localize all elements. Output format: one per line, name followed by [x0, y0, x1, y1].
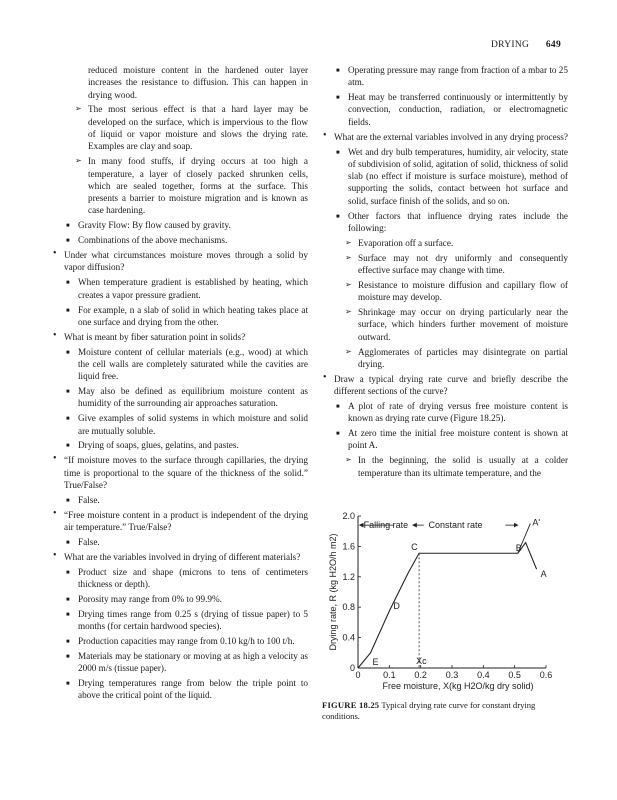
- paragraph-text: Resistance to moisture diffusion and capillary flow of moisture may develop.: [358, 279, 568, 303]
- point-label-a-prime: A': [532, 517, 541, 528]
- paragraph-text: When temperature gradient is established by heating, which creates a vapor pressure gradient.: [78, 277, 308, 300]
- paragraph-text: Under what circumstances moisture moves through a solid by vapor diffusion?: [64, 250, 308, 273]
- paragraph-text: Production capacities may range from 0.10 kg/h to 100 t/h.: [78, 635, 295, 646]
- left-column-paragraph: [52, 412, 308, 437]
- left-column-paragraph: [52, 234, 308, 246]
- paragraph-text: Heat may be transferred continuously or intermittently by convection, conduction, radiation, or electromagnetic fields.: [348, 92, 568, 127]
- paragraph-text: Give examples of solid systems in which moisture and solid are mutually soluble.: [78, 413, 308, 436]
- paragraph-text: May also be defined as equilibrium moisture content as humidity of the surrounding air approaches saturation.: [78, 386, 308, 409]
- paragraph-text: In many food stuffs, if drying occurs at too high a temperature, a layer of closely packed shrunken cells, which are sealed together, forms at the surface. This presents a barrier to moisture migration and is known as case hardening.: [88, 156, 308, 216]
- square-bullet-icon: ■: [336, 403, 340, 410]
- paragraph-text: Gravity Flow: By flow caused by gravity.: [78, 220, 231, 231]
- paragraph-text: The most serious effect is that a hard layer may be developed on the surface, which is impervious to the flow of liquid or vapor moisture and slows the drying rate. Examples are clay and soap.: [88, 104, 308, 152]
- square-bullet-icon: ■: [66, 223, 70, 230]
- y-tick-label: 2.0: [342, 511, 355, 521]
- bullet-icon: •: [323, 371, 327, 383]
- square-bullet-icon: ■: [66, 238, 70, 245]
- square-bullet-icon: ■: [66, 416, 70, 423]
- arrow-bullet-icon: ➢: [345, 307, 352, 317]
- figure-caption: [322, 700, 568, 722]
- paragraph-text: Porosity may range from 0% to 99.9%.: [78, 593, 222, 604]
- left-column-paragraph: [52, 494, 308, 506]
- x-tick-label: 0.6: [539, 670, 553, 680]
- section-title: DRYING: [490, 40, 530, 50]
- point-label-d: D: [393, 601, 400, 611]
- left-column-paragraph: [52, 551, 308, 563]
- y-tick-label: 0.4: [342, 632, 355, 643]
- square-bullet-icon: ■: [66, 349, 70, 356]
- point-label-e: E: [372, 657, 379, 667]
- bullet-icon: •: [53, 453, 57, 465]
- left-column-paragraph: [52, 439, 308, 451]
- paragraph-text: “Free moisture content in a product is independent of the drying air temperature.” True/False?: [64, 509, 308, 532]
- figure-label: FIGURE 18.25: [322, 700, 380, 710]
- left-column-paragraph: [52, 276, 308, 301]
- left-column-paragraph: [52, 103, 308, 152]
- paragraph-text: reduced moisture content in the hardened outer layer increases the resistance to diffusion. This can happen in drying wood.: [88, 65, 308, 100]
- running-header: [491, 40, 561, 50]
- y-tick-label: 0.8: [342, 602, 355, 613]
- square-bullet-icon: ■: [66, 681, 70, 688]
- paragraph-text: What are the external variables involved in any drying process?: [334, 131, 568, 142]
- x-tick-label: 0: [355, 670, 361, 680]
- right-column-paragraph: [322, 346, 568, 371]
- paragraph-text: A plot of rate of drying versus free moisture content is known as drying rate curve (Figure 18.25).: [348, 400, 568, 424]
- left-column: [52, 64, 308, 704]
- x-tick-label: 0.4: [477, 670, 490, 680]
- square-bullet-icon: ■: [66, 497, 70, 504]
- left-column-paragraph: [52, 385, 308, 410]
- paragraph-text: False.: [78, 536, 100, 547]
- paragraph-text: What is meant by fiber saturation point in solids?: [64, 331, 246, 342]
- bullet-icon: •: [323, 129, 327, 141]
- right-column-paragraph: [322, 252, 568, 277]
- page-number: 649: [545, 40, 561, 50]
- paragraph-text: Drying temperatures range from below the triple point to above the critical point of the liquid.: [78, 678, 308, 701]
- paragraph-text: Materials may be stationary or moving at as high a velocity as 2000 m/s (tissue paper).: [78, 650, 308, 674]
- arrow-bullet-icon: ➢: [345, 237, 352, 247]
- left-column-paragraph: [52, 650, 308, 675]
- square-bullet-icon: ■: [66, 280, 70, 287]
- y-tick-label: 1.6: [342, 541, 355, 552]
- square-bullet-icon: ■: [66, 307, 70, 314]
- right-column-paragraph: [322, 210, 568, 235]
- left-column-paragraph: [52, 608, 308, 633]
- right-column-paragraph: [322, 64, 568, 89]
- left-column-paragraph: [52, 593, 308, 605]
- square-bullet-icon: ■: [66, 539, 70, 546]
- left-column-paragraph: [52, 155, 308, 216]
- left-column-paragraph: [52, 249, 308, 274]
- paragraph-text: Wet and dry bulb temperatures, humidity, air velocity, state of subdivision of solid, agitation of solid, thickness of solid slab (no effect if moisture is surface moisture), method of supporting the solids, contact between hot surface and solid, surface finish of the solids, and so on.: [348, 146, 568, 206]
- square-bullet-icon: ■: [66, 611, 70, 618]
- square-bullet-icon: ■: [66, 569, 70, 576]
- paragraph-text: At zero time the initial free moisture content is shown at point A.: [348, 428, 568, 451]
- x-tick-label: 0.3: [445, 670, 459, 680]
- x-tick-label: 0.1: [383, 670, 396, 680]
- square-bullet-icon: ■: [336, 68, 340, 74]
- x-tick-label: 0.5: [508, 670, 521, 680]
- right-column-paragraph: [322, 146, 568, 207]
- square-bullet-icon: ■: [66, 638, 70, 645]
- left-column-paragraph: [52, 509, 308, 534]
- point-label-xc: Xc: [416, 656, 427, 666]
- right-column-paragraph: [322, 400, 568, 425]
- left-column-paragraph: [52, 304, 308, 329]
- right-column-paragraph: [322, 306, 568, 343]
- square-bullet-icon: ■: [336, 431, 340, 438]
- left-column-paragraph: [52, 346, 308, 383]
- bullet-icon: •: [53, 329, 57, 341]
- left-column-paragraph: [52, 635, 308, 647]
- left-column-paragraph: [52, 219, 308, 231]
- constant-rate-label: Constant rate: [428, 520, 483, 531]
- square-bullet-icon: ■: [66, 653, 70, 660]
- square-bullet-icon: ■: [66, 596, 70, 603]
- figure-caption-text: Typical drying rate curve for constant drying conditions.: [322, 700, 536, 721]
- paragraph-text: In the beginning, the solid is usually at a colder temperature than its ultimate temperature, and the: [358, 455, 568, 478]
- left-column-paragraph: [52, 331, 308, 343]
- paragraph-text: For example, n a slab of solid in which heating takes place at one surface and drying from the other.: [78, 304, 308, 327]
- paragraph-text: Other factors that influence drying rates include the following:: [348, 210, 568, 233]
- paragraph-text: “If moisture moves to the surface through capillaries, the drying time is proportional to the square of the thickness of the solid.” True/False?: [64, 455, 308, 490]
- paragraph-text: Draw a typical drying rate curve and briefly describe the different sections of the curve?: [334, 373, 568, 397]
- square-bullet-icon: ■: [336, 95, 340, 102]
- paragraph-text: Shrinkage may occur on drying particularly near the surface, which hinders further movement of moisture outward.: [358, 307, 568, 342]
- right-column: [322, 64, 568, 482]
- x-tick-label: 0.2: [414, 670, 427, 680]
- paragraph-text: Drying times range from 0.25 s (drying of tissue paper) to 5 months (for certain hardwood species).: [78, 608, 308, 632]
- left-column-paragraph: [52, 454, 308, 491]
- right-column-paragraph: [322, 454, 568, 479]
- arrow-bullet-icon: ➢: [75, 104, 82, 114]
- right-column-paragraph: [322, 373, 568, 398]
- paragraph-text: What are the variables involved in drying of different materials?: [64, 551, 301, 562]
- left-column-paragraph: [52, 677, 308, 702]
- drying-rate-figure: [324, 508, 574, 698]
- left-column-paragraph: [52, 64, 308, 101]
- arrow-bullet-icon: ➢: [75, 156, 82, 166]
- x-axis-label: Free moisture, X(kg H2O/kg dry solid): [382, 681, 534, 691]
- square-bullet-icon: ■: [336, 149, 340, 156]
- bullet-icon: •: [53, 248, 57, 260]
- arrow-bullet-icon: ➢: [345, 455, 352, 465]
- paragraph-text: Evaporation off a surface.: [358, 237, 454, 248]
- arrow-bullet-icon: ➢: [345, 346, 352, 356]
- left-column-paragraph: [52, 536, 308, 548]
- point-label-b: B: [515, 543, 522, 554]
- falling-rate-label: Falling rate: [363, 520, 409, 531]
- square-bullet-icon: ■: [66, 443, 70, 450]
- left-column-paragraph: [52, 566, 308, 591]
- bullet-icon: •: [53, 507, 57, 519]
- paragraph-text: Agglomerates of particles may disintegrate on partial drying.: [358, 346, 568, 369]
- paragraph-text: Surface may not dry uniformly and consequently effective surface may change with time.: [358, 252, 568, 276]
- drying-rate-chart: [324, 508, 574, 698]
- y-tick-label: 0: [349, 663, 355, 673]
- right-column-paragraph: [322, 427, 568, 452]
- paragraph-text: Operating pressure may range from fraction of a mbar to 25 atm.: [348, 65, 568, 88]
- square-bullet-icon: ■: [66, 389, 70, 396]
- y-tick-label: 1.2: [342, 571, 355, 582]
- paragraph-text: False.: [78, 494, 100, 505]
- square-bullet-icon: ■: [336, 213, 340, 220]
- arrow-bullet-icon: ➢: [345, 252, 352, 262]
- y-axis-label: Drying rate, R (kg H2O/h m2): [328, 533, 338, 651]
- drying-rate-curve: [358, 543, 537, 668]
- arrow-bullet-icon: ➢: [345, 279, 352, 289]
- right-column-paragraph: [322, 131, 568, 143]
- paragraph-text: Moisture content of cellular materials (e.g., wood) at which the cell walls are completely saturated while the cavities are liquid free.: [78, 346, 308, 382]
- paragraph-text: Combinations of the above mechanisms.: [78, 235, 228, 246]
- right-column-paragraph: [322, 91, 568, 128]
- right-column-paragraph: [322, 237, 568, 249]
- point-label-a: A: [540, 569, 547, 580]
- bullet-icon: •: [53, 549, 57, 561]
- paragraph-text: Drying of soaps, glues, gelatins, and pastes.: [78, 440, 239, 451]
- right-column-paragraph: [322, 279, 568, 304]
- paragraph-text: Product size and shape (microns to tens of centimeters thickness or depth).: [78, 566, 308, 589]
- point-label-c: C: [411, 542, 418, 553]
